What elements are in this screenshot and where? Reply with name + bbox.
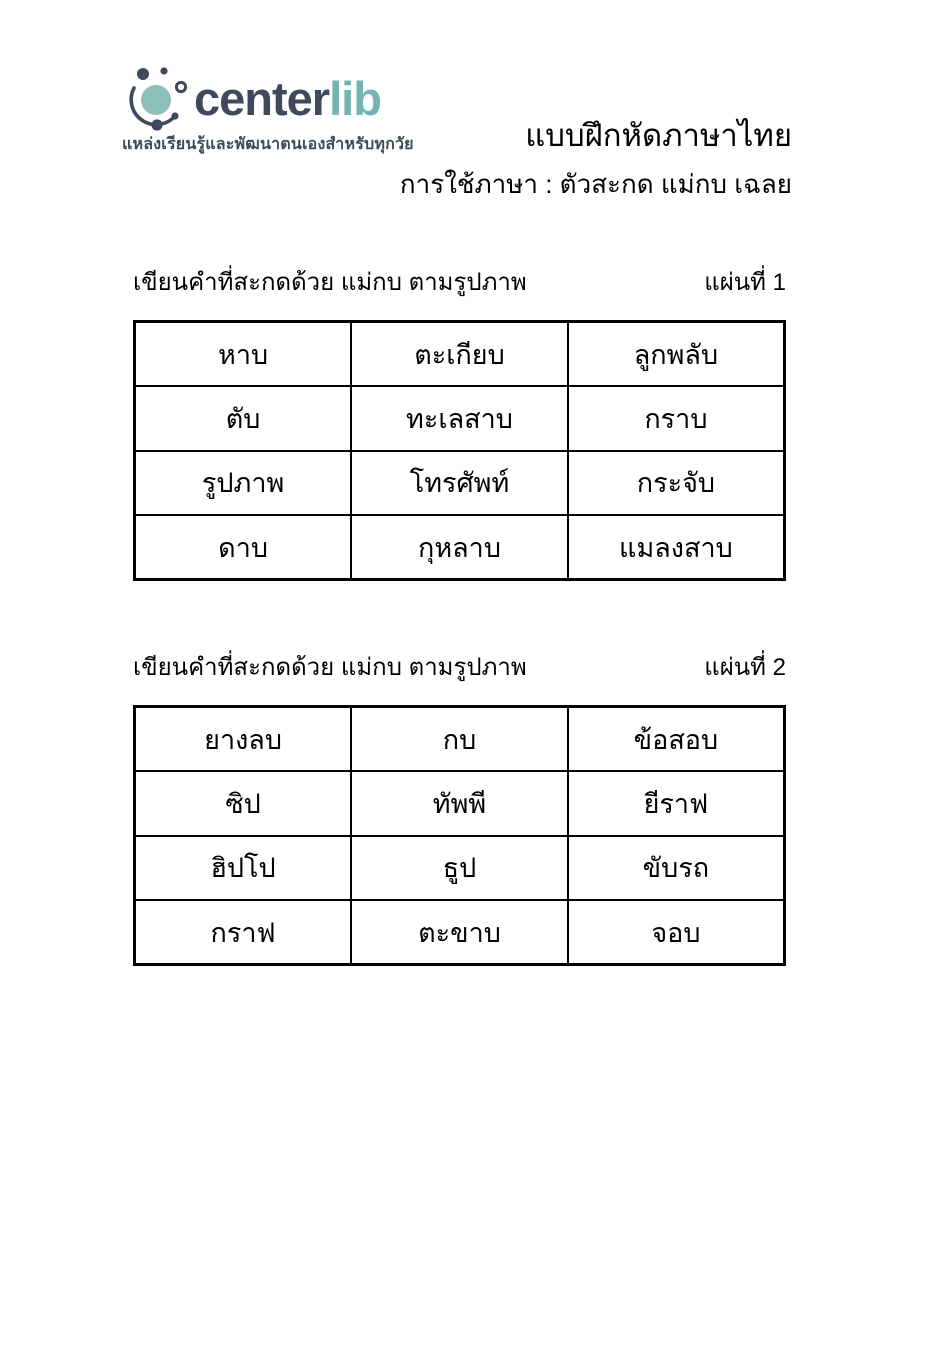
word-cell: กุหลาบ: [351, 515, 568, 580]
table-row: [135, 900, 785, 965]
table-row: [135, 515, 785, 580]
table-row: [135, 386, 785, 451]
brand-wordmark: [194, 62, 381, 136]
brand-word-lib: lib: [329, 72, 381, 125]
word-cell: ตะเกียบ: [351, 322, 568, 387]
section-2-sheet-label: แผ่นที่ 2: [704, 654, 786, 681]
table-row: [135, 322, 785, 387]
word-cell: ทะเลสาบ: [351, 386, 568, 451]
word-cell: ตับ: [135, 386, 352, 451]
word-cell: ข้อสอบ: [568, 707, 785, 772]
word-table-1: [133, 320, 786, 581]
word-table-2: [133, 705, 786, 966]
word-cell: กระจับ: [568, 451, 785, 516]
word-cell: ธูป: [351, 836, 568, 901]
word-cell: ยางลบ: [135, 707, 352, 772]
section-sheet-1: [133, 262, 786, 581]
word-cell: กราฟ: [135, 900, 352, 965]
table-row: [135, 771, 785, 836]
centerlib-logo-icon: [118, 62, 192, 136]
section-2-header: [133, 647, 786, 685]
section-1-sheet-label: แผ่นที่ 1: [704, 269, 786, 296]
section-2-instruction: เขียนคำที่สะกดด้วย แม่กบ ตามรูปภาพ: [133, 654, 527, 681]
logo: [118, 62, 414, 157]
section-1-instruction: เขียนคำที่สะกดด้วย แม่กบ ตามรูปภาพ: [133, 269, 527, 296]
table-row: [135, 451, 785, 516]
word-cell: ยีราฟ: [568, 771, 785, 836]
word-cell: ดาบ: [135, 515, 352, 580]
word-cell: แมลงสาบ: [568, 515, 785, 580]
word-cell: ทัพพี: [351, 771, 568, 836]
logo-tagline: แหล่งเรียนรู้และพัฒนาตนเองสำหรับทุกวัย: [122, 136, 414, 153]
word-cell: กบ: [351, 707, 568, 772]
page-title: แบบฝึกหัดภาษาไทย: [525, 118, 792, 153]
word-cell: โทรศัพท์: [351, 451, 568, 516]
word-cell: จอบ: [568, 900, 785, 965]
word-cell: ฮิปโป: [135, 836, 352, 901]
word-cell: รูปภาพ: [135, 451, 352, 516]
word-cell: ขับรถ: [568, 836, 785, 901]
page-subtitle: การใช้ภาษา : ตัวสะกด แม่กบ เฉลย: [399, 169, 792, 199]
section-1-header: [133, 262, 786, 300]
document-header: [400, 114, 792, 204]
word-cell: ตะขาบ: [351, 900, 568, 965]
word-cell: หาบ: [135, 322, 352, 387]
table-row: [135, 707, 785, 772]
section-sheet-2: [133, 647, 786, 966]
word-cell: ลูกพลับ: [568, 322, 785, 387]
brand-word-center: center: [194, 72, 330, 125]
table-row: [135, 836, 785, 901]
word-cell: กราบ: [568, 386, 785, 451]
word-cell: ซิป: [135, 771, 352, 836]
